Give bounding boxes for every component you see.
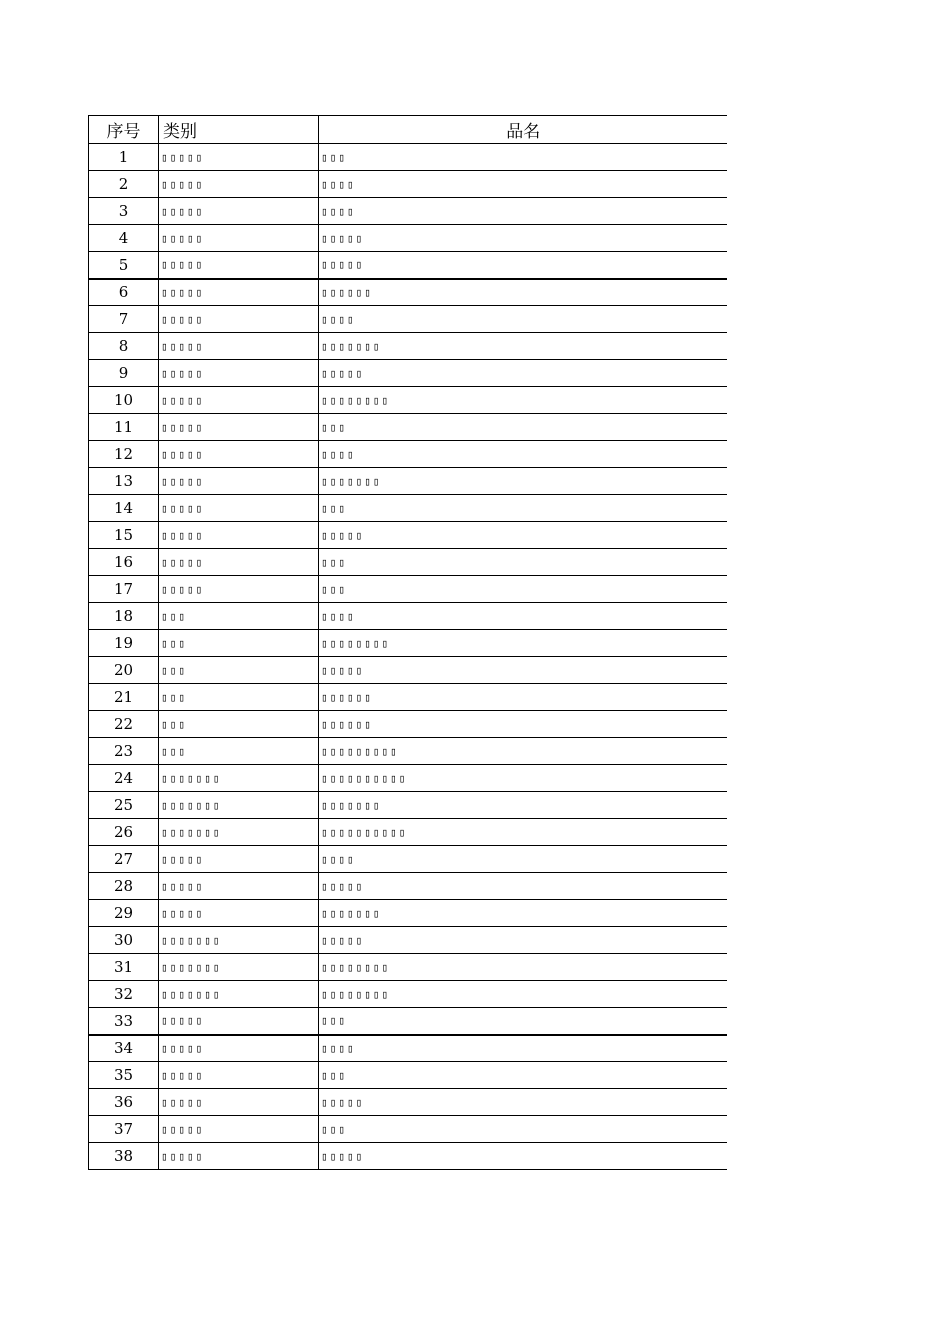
table-row xyxy=(89,1008,728,1035)
row-name-cell[interactable]: ▯▯▯▯▯▯▯ xyxy=(319,792,728,819)
table-row xyxy=(89,225,728,252)
row-seq-cell[interactable]: 4 xyxy=(89,225,159,252)
table-row xyxy=(89,144,728,171)
table-row xyxy=(89,360,728,387)
row-name-cell[interactable]: ▯▯▯▯▯ xyxy=(319,360,728,387)
row-seq-cell[interactable]: 13 xyxy=(89,468,159,495)
row-seq-cell[interactable]: 29 xyxy=(89,900,159,927)
row-name-cell[interactable]: ▯▯▯▯▯▯▯▯ xyxy=(319,981,728,1008)
row-category-cell[interactable]: ▯▯▯▯▯▯▯ xyxy=(159,927,319,954)
row-name-cell[interactable]: ▯▯▯▯▯▯▯▯▯▯ xyxy=(319,819,728,846)
row-seq-cell[interactable]: 25 xyxy=(89,792,159,819)
row-name-cell[interactable]: ▯▯▯ xyxy=(319,144,728,171)
header-category[interactable]: 类别 xyxy=(159,116,319,144)
row-category-cell[interactable]: ▯▯▯▯▯ xyxy=(159,441,319,468)
row-category-cell[interactable]: ▯▯▯▯▯▯▯ xyxy=(159,981,319,1008)
table-row xyxy=(89,927,728,954)
row-name-cell[interactable]: ▯▯▯ xyxy=(319,414,728,441)
table-row xyxy=(89,1143,728,1170)
header-name[interactable]: 品名 xyxy=(319,116,728,144)
table-row xyxy=(89,522,728,549)
table-row xyxy=(89,468,728,495)
table-row xyxy=(89,954,728,981)
row-category-cell[interactable]: ▯▯▯▯▯ xyxy=(159,549,319,576)
row-category-cell[interactable]: ▯▯▯▯▯ xyxy=(159,1062,319,1089)
table-row xyxy=(89,711,728,738)
row-seq-cell[interactable]: 10 xyxy=(89,387,159,414)
row-category-cell[interactable]: ▯▯▯▯▯ xyxy=(159,495,319,522)
row-seq-cell[interactable]: 26 xyxy=(89,819,159,846)
row-seq-cell[interactable]: 14 xyxy=(89,495,159,522)
table-row xyxy=(89,1089,728,1116)
row-name-cell[interactable]: ▯▯▯▯▯▯▯▯ xyxy=(319,387,728,414)
row-category-cell[interactable]: ▯▯▯▯▯ xyxy=(159,198,319,225)
table-row xyxy=(89,765,728,792)
row-seq-cell[interactable]: 12 xyxy=(89,441,159,468)
table-row xyxy=(89,819,728,846)
row-name-cell[interactable]: ▯▯▯▯▯ xyxy=(319,252,728,279)
row-category-cell[interactable]: ▯▯▯▯▯ xyxy=(159,333,319,360)
row-category-cell[interactable]: ▯▯▯ xyxy=(159,684,319,711)
table-row xyxy=(89,387,728,414)
row-name-cell[interactable]: ▯▯▯▯▯ xyxy=(319,873,728,900)
row-seq-cell[interactable]: 6 xyxy=(89,279,159,306)
row-name-cell[interactable]: ▯▯▯▯▯ xyxy=(319,1143,728,1170)
row-name-cell[interactable]: ▯▯▯ xyxy=(319,1008,728,1035)
row-name-cell[interactable]: ▯▯▯▯ xyxy=(319,306,728,333)
row-seq-cell[interactable]: 19 xyxy=(89,630,159,657)
header-row xyxy=(89,116,728,144)
row-category-cell[interactable]: ▯▯▯▯▯ xyxy=(159,1089,319,1116)
row-seq-cell[interactable]: 3 xyxy=(89,198,159,225)
row-category-cell[interactable]: ▯▯▯▯▯ xyxy=(159,306,319,333)
table-row xyxy=(89,198,728,225)
row-seq-cell[interactable]: 36 xyxy=(89,1089,159,1116)
table-row xyxy=(89,333,728,360)
row-name-cell[interactable]: ▯▯▯▯▯▯▯▯▯▯ xyxy=(319,765,728,792)
row-category-cell[interactable]: ▯▯▯▯▯▯▯ xyxy=(159,954,319,981)
row-category-cell[interactable]: ▯▯▯▯▯ xyxy=(159,1143,319,1170)
row-category-cell[interactable]: ▯▯▯▯▯ xyxy=(159,252,319,279)
row-category-cell[interactable]: ▯▯▯▯▯ xyxy=(159,576,319,603)
row-name-cell[interactable]: ▯▯▯ xyxy=(319,576,728,603)
row-name-cell[interactable]: ▯▯▯▯▯▯▯ xyxy=(319,900,728,927)
row-name-cell[interactable]: ▯▯▯▯▯▯▯▯▯ xyxy=(319,738,728,765)
row-seq-cell[interactable]: 5 xyxy=(89,252,159,279)
row-category-cell[interactable]: ▯▯▯▯▯ xyxy=(159,522,319,549)
table-row xyxy=(89,981,728,1008)
row-name-cell[interactable]: ▯▯▯▯▯▯ xyxy=(319,684,728,711)
row-name-cell[interactable]: ▯▯▯▯▯ xyxy=(319,522,728,549)
row-seq-cell[interactable]: 20 xyxy=(89,657,159,684)
table-row xyxy=(89,495,728,522)
row-category-cell[interactable]: ▯▯▯ xyxy=(159,711,319,738)
table-body xyxy=(89,144,728,1170)
table-row xyxy=(89,1035,728,1062)
row-seq-cell[interactable]: 33 xyxy=(89,1008,159,1035)
row-category-cell[interactable]: ▯▯▯▯▯ xyxy=(159,144,319,171)
table-row xyxy=(89,630,728,657)
row-category-cell[interactable]: ▯▯▯▯▯▯▯ xyxy=(159,765,319,792)
row-category-cell[interactable]: ▯▯▯▯▯ xyxy=(159,279,319,306)
row-seq-cell[interactable]: 21 xyxy=(89,684,159,711)
row-seq-cell[interactable]: 18 xyxy=(89,603,159,630)
row-name-cell[interactable]: ▯▯▯▯▯▯ xyxy=(319,279,728,306)
table-row xyxy=(89,792,728,819)
table-row xyxy=(89,684,728,711)
row-category-cell[interactable]: ▯▯▯▯▯▯▯ xyxy=(159,792,319,819)
row-name-cell[interactable]: ▯▯▯ xyxy=(319,1116,728,1143)
table-row xyxy=(89,873,728,900)
table-row xyxy=(89,171,728,198)
row-category-cell[interactable]: ▯▯▯▯▯ xyxy=(159,414,319,441)
row-seq-cell[interactable]: 16 xyxy=(89,549,159,576)
row-name-cell[interactable]: ▯▯▯▯ xyxy=(319,1035,728,1062)
row-name-cell[interactable]: ▯▯▯▯▯ xyxy=(319,1089,728,1116)
table-row xyxy=(89,846,728,873)
row-category-cell[interactable]: ▯▯▯ xyxy=(159,657,319,684)
table-row xyxy=(89,1116,728,1143)
table-row xyxy=(89,306,728,333)
table-row xyxy=(89,252,728,279)
row-seq-cell[interactable]: 30 xyxy=(89,927,159,954)
row-category-cell[interactable]: ▯▯▯▯▯ xyxy=(159,387,319,414)
row-category-cell[interactable]: ▯▯▯▯▯▯▯ xyxy=(159,819,319,846)
row-seq-cell[interactable]: 7 xyxy=(89,306,159,333)
row-name-cell[interactable]: ▯▯▯▯ xyxy=(319,171,728,198)
row-seq-cell[interactable]: 11 xyxy=(89,414,159,441)
row-seq-cell[interactable]: 1 xyxy=(89,144,159,171)
row-seq-cell[interactable]: 31 xyxy=(89,954,159,981)
table-row xyxy=(89,414,728,441)
row-name-cell[interactable]: ▯▯▯▯▯▯▯▯ xyxy=(319,630,728,657)
row-seq-cell[interactable]: 35 xyxy=(89,1062,159,1089)
row-seq-cell[interactable]: 37 xyxy=(89,1116,159,1143)
table-row xyxy=(89,549,728,576)
row-category-cell[interactable]: ▯▯▯▯▯ xyxy=(159,171,319,198)
row-seq-cell[interactable]: 32 xyxy=(89,981,159,1008)
header-seq[interactable]: 序号 xyxy=(89,116,159,144)
row-seq-cell[interactable]: 22 xyxy=(89,711,159,738)
table-row xyxy=(89,1062,728,1089)
row-name-cell[interactable]: ▯▯▯▯▯ xyxy=(319,927,728,954)
row-category-cell[interactable]: ▯▯▯ xyxy=(159,738,319,765)
row-name-cell[interactable]: ▯▯▯▯ xyxy=(319,198,728,225)
product-table xyxy=(88,115,727,1170)
row-category-cell[interactable]: ▯▯▯▯▯ xyxy=(159,360,319,387)
table-row xyxy=(89,441,728,468)
row-name-cell[interactable]: ▯▯▯▯▯▯▯▯ xyxy=(319,954,728,981)
row-seq-cell[interactable]: 17 xyxy=(89,576,159,603)
row-name-cell[interactable]: ▯▯▯▯▯▯ xyxy=(319,711,728,738)
row-category-cell[interactable]: ▯▯▯▯▯ xyxy=(159,468,319,495)
row-name-cell[interactable]: ▯▯▯ xyxy=(319,549,728,576)
table-row xyxy=(89,279,728,306)
row-category-cell[interactable]: ▯▯▯▯▯ xyxy=(159,846,319,873)
row-category-cell[interactable]: ▯▯▯▯▯ xyxy=(159,225,319,252)
row-name-cell[interactable]: ▯▯▯▯▯▯▯ xyxy=(319,333,728,360)
row-category-cell[interactable]: ▯▯▯ xyxy=(159,630,319,657)
row-seq-cell[interactable]: 8 xyxy=(89,333,159,360)
table-row xyxy=(89,657,728,684)
row-category-cell[interactable]: ▯▯▯▯▯ xyxy=(159,1035,319,1062)
row-seq-cell[interactable]: 38 xyxy=(89,1143,159,1170)
row-category-cell[interactable]: ▯▯▯▯▯ xyxy=(159,1008,319,1035)
row-category-cell[interactable]: ▯▯▯ xyxy=(159,603,319,630)
table-row xyxy=(89,603,728,630)
row-name-cell[interactable]: ▯▯▯▯ xyxy=(319,441,728,468)
row-seq-cell[interactable]: 27 xyxy=(89,846,159,873)
row-seq-cell[interactable]: 15 xyxy=(89,522,159,549)
row-seq-cell[interactable]: 28 xyxy=(89,873,159,900)
row-category-cell[interactable]: ▯▯▯▯▯ xyxy=(159,900,319,927)
row-name-cell[interactable]: ▯▯▯▯▯ xyxy=(319,225,728,252)
row-name-cell[interactable]: ▯▯▯ xyxy=(319,1062,728,1089)
row-name-cell[interactable]: ▯▯▯▯▯ xyxy=(319,657,728,684)
table-row xyxy=(89,900,728,927)
table-row xyxy=(89,738,728,765)
row-seq-cell[interactable]: 24 xyxy=(89,765,159,792)
spreadsheet-page xyxy=(88,115,727,1213)
table-row xyxy=(89,576,728,603)
row-seq-cell[interactable]: 2 xyxy=(89,171,159,198)
row-seq-cell[interactable]: 9 xyxy=(89,360,159,387)
row-name-cell[interactable]: ▯▯▯▯ xyxy=(319,603,728,630)
row-name-cell[interactable]: ▯▯▯ xyxy=(319,495,728,522)
row-seq-cell[interactable]: 34 xyxy=(89,1035,159,1062)
row-name-cell[interactable]: ▯▯▯▯ xyxy=(319,846,728,873)
row-name-cell[interactable]: ▯▯▯▯▯▯▯ xyxy=(319,468,728,495)
row-category-cell[interactable]: ▯▯▯▯▯ xyxy=(159,1116,319,1143)
row-category-cell[interactable]: ▯▯▯▯▯ xyxy=(159,873,319,900)
row-seq-cell[interactable]: 23 xyxy=(89,738,159,765)
